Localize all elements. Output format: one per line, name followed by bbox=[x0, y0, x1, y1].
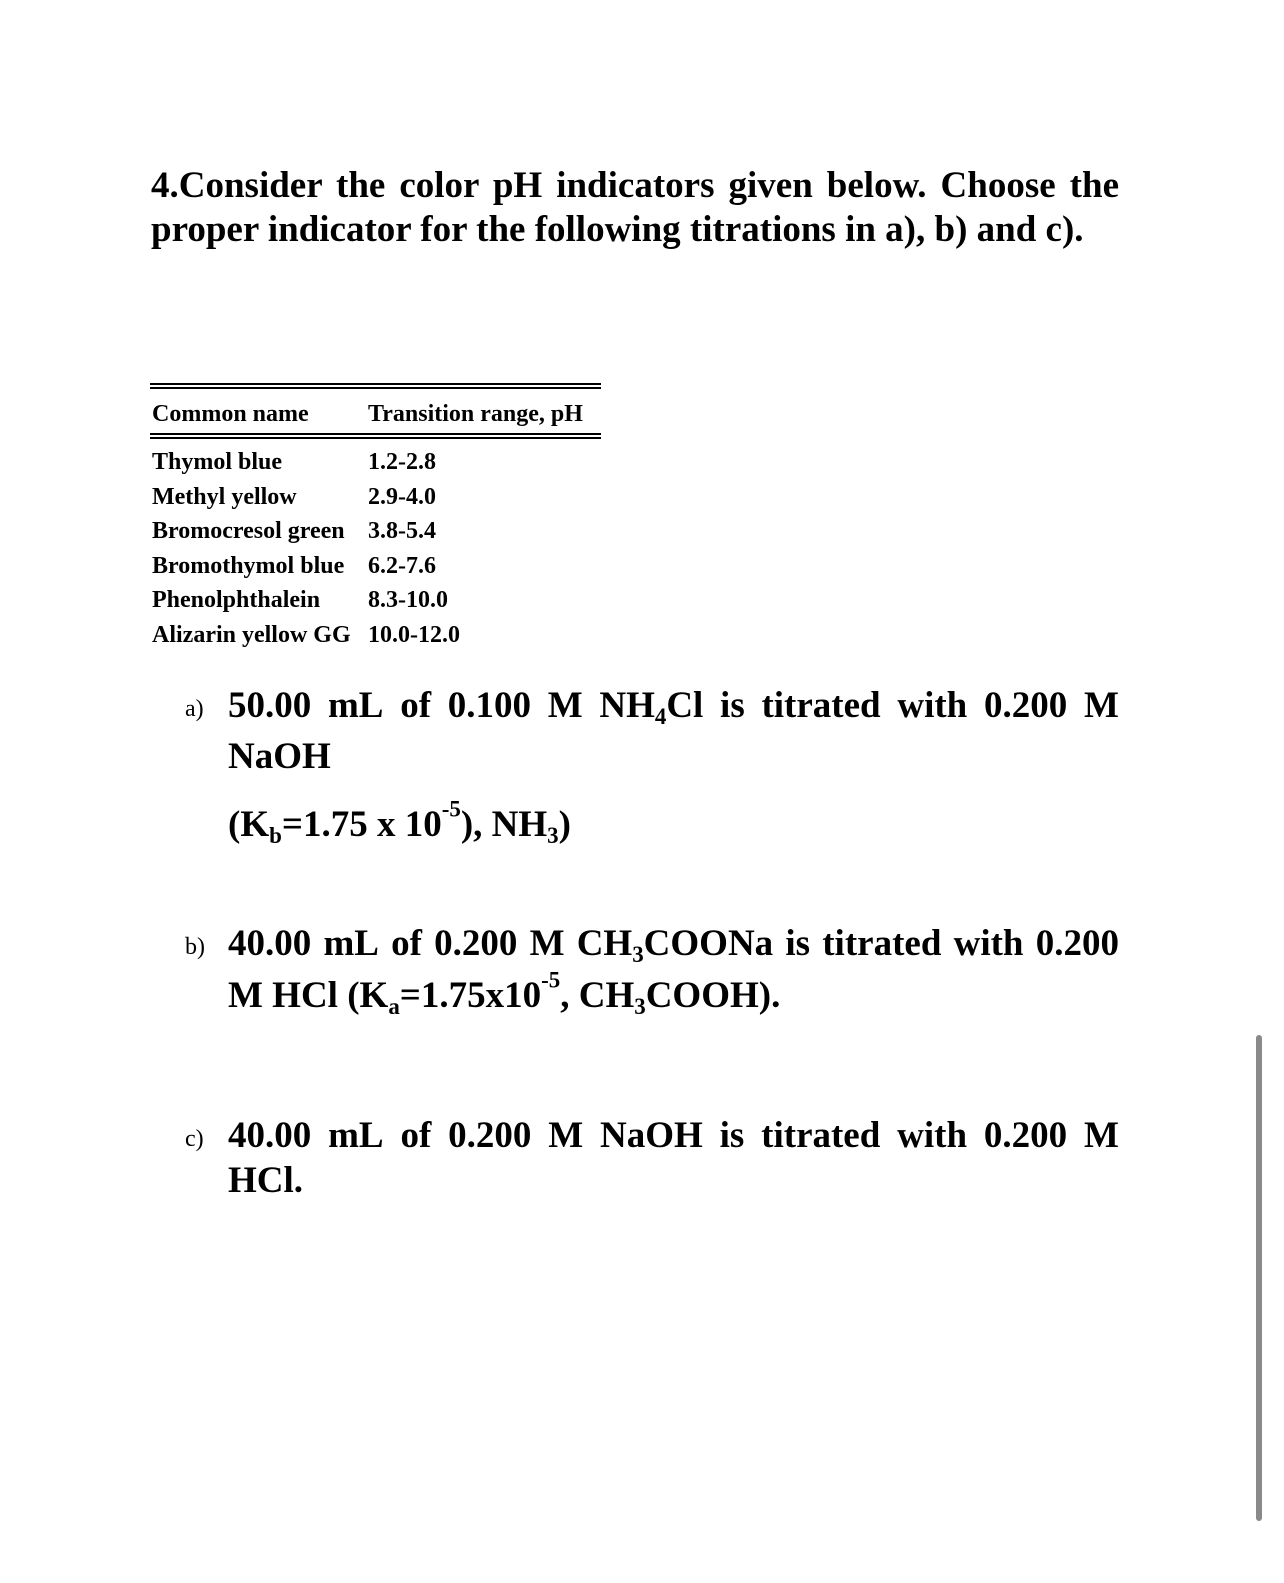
word: 40.00 bbox=[228, 923, 312, 964]
part-b-line-1 bbox=[228, 922, 1119, 966]
part-a-line-2: NaOH bbox=[228, 736, 331, 777]
header-common-name: Common name bbox=[152, 401, 309, 427]
word: NaOH bbox=[599, 1115, 703, 1156]
part-a-line-3: ($K_b=1.75$ x $10^{-5}$), $NH_3$) bbox=[228, 796, 571, 848]
vertical-scrollbar[interactable] bbox=[1256, 1035, 1262, 1521]
indicator-name: Bromocresol green bbox=[152, 518, 345, 544]
word: of bbox=[400, 685, 432, 726]
part-c-line-1 bbox=[228, 1114, 1119, 1158]
table-row bbox=[150, 514, 601, 549]
word: 0.200 bbox=[983, 685, 1068, 726]
indicator-name: Thymol blue bbox=[152, 449, 283, 475]
word: 0.200 bbox=[1035, 923, 1119, 964]
word: mL bbox=[323, 923, 379, 964]
indicator-table bbox=[150, 383, 601, 652]
word: of bbox=[400, 1115, 432, 1156]
part-b-marker: b) bbox=[185, 934, 205, 960]
table-row bbox=[150, 583, 601, 618]
word: M bbox=[548, 1115, 584, 1156]
word: M bbox=[529, 923, 565, 964]
word: with bbox=[897, 685, 968, 726]
header-transition-range: Transition range, pH bbox=[368, 401, 583, 427]
word: is bbox=[720, 685, 745, 726]
word: with bbox=[897, 1115, 968, 1156]
part-a-line-1 bbox=[228, 684, 1119, 728]
table-header-row bbox=[150, 389, 601, 433]
part-c-marker: c) bbox=[185, 1126, 204, 1152]
indicator-range: 8.3-10.0 bbox=[368, 587, 448, 613]
indicator-name: Methyl yellow bbox=[152, 483, 297, 510]
word: with bbox=[953, 923, 1024, 964]
word: 0.200 bbox=[434, 923, 518, 964]
part-b-line-2: M HCl ($K_a=1.75x10^{-5}$, $CH_3COOH$). bbox=[228, 967, 781, 1019]
table-row bbox=[150, 480, 601, 515]
word: mL bbox=[327, 685, 384, 726]
word: 0.100 bbox=[447, 685, 531, 726]
formula-ch3coona: $CH_3COONa$ bbox=[576, 923, 774, 967]
indicator-name: Phenolphthalein bbox=[152, 587, 321, 613]
word: 40.00 bbox=[228, 1115, 312, 1156]
word: titrated bbox=[761, 685, 881, 726]
word: is bbox=[719, 1115, 745, 1156]
word: 50.00 bbox=[228, 685, 312, 726]
word: M bbox=[1084, 1115, 1119, 1156]
word: is bbox=[785, 923, 811, 964]
table-row bbox=[150, 549, 601, 584]
table-row bbox=[150, 618, 601, 653]
word: of bbox=[391, 923, 422, 964]
indicator-range: 6.2-7.6 bbox=[368, 552, 436, 579]
question-prompt: 4.Consider the color pH indicators given below. Choose the proper indicator for the following titrations in a), b) and c). bbox=[151, 165, 1119, 250]
word: M bbox=[547, 685, 583, 726]
word: 0.200 bbox=[983, 1115, 1068, 1156]
indicator-range: 1.2-2.8 bbox=[368, 449, 436, 475]
formula-nh4cl: $NH_4Cl$ bbox=[599, 685, 704, 729]
part-c-line-2: HCl. bbox=[228, 1160, 304, 1201]
indicator-name: Alizarin yellow GG bbox=[152, 621, 351, 648]
indicator-range: 3.8-5.4 bbox=[368, 518, 436, 544]
word: M bbox=[1083, 685, 1119, 726]
indicator-range: 2.9-4.0 bbox=[368, 483, 436, 510]
indicator-range: 10.0-12.0 bbox=[368, 621, 460, 648]
indicator-name: Bromothymol blue bbox=[152, 552, 345, 579]
word: titrated bbox=[761, 1115, 881, 1156]
word: mL bbox=[328, 1115, 384, 1156]
word: 0.200 bbox=[448, 1115, 532, 1156]
word: titrated bbox=[822, 923, 942, 964]
table-row bbox=[150, 445, 601, 480]
part-a-marker: a) bbox=[185, 696, 204, 722]
table-body bbox=[150, 439, 601, 652]
